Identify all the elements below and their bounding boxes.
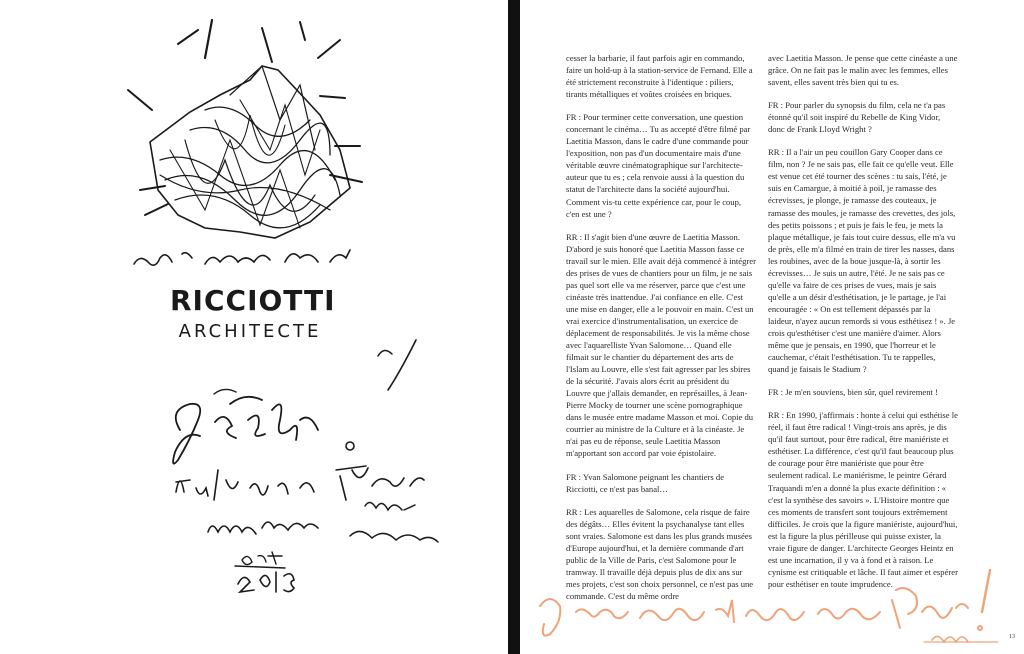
paragraph: FR : Pour terminer cette conversation, une question concernant le cinéma… Tu as accepté d'être filmé par Laetitia Masson, dans le cadre d'une commande pour l'exposition, non pas d'un documentaire mais d'une véritable œuvre cinématographique sur l'architecte-auteur que tu es ; cela renvoie aussi à la question du statut de l'architecte dans la société aujourd'hui. Comment vis-tu cette expérience car, pour le coup, c'en est une ? — [566, 112, 751, 219]
firm-name: RICCIOTTI — [170, 284, 336, 317]
paragraph: FR : Yvan Salomone peignant les chantiers de Ricciotti, ce n'est pas banal… — [566, 471, 725, 494]
paragraph: avec Laetitia Masson. Je pense que cette cinéaste a une grâce. On ne fait pas le malin avec les femmes, elles savent, elles savent très bien qui tu es. — [768, 53, 958, 88]
paragraph: cesser la barbarie, il faut parfois agir en commando, faire un hold-up à la station-service de Fernand. Elle a été strictement reconstruite à l'identique : piliers, tirants métalliques et voûtes croisées en briques. — [566, 53, 753, 100]
page-gutter — [508, 0, 520, 654]
right-page — [520, 0, 1024, 654]
left-page — [0, 0, 508, 654]
page-number: 13 — [1009, 634, 1015, 640]
paragraph: FR : Je m'en souviens, bien sûr, quel revirement ! — [768, 387, 938, 398]
paragraph: RR : En 1990, j'affirmais : honte à celui qui esthétise le réel, il faut être radical ! Vingt-trois ans après, je dis qu'il faut surtout, pour être radical, être maniériste et esthétiser. La différence, c'est qu'il faut beaucoup plus de courage pour être maniériste que pour être seulement radical. Le maniérisme, le peintre Gérard Traquandi m'en a donné la plus exacte définition : « c'est la synthèse des savoirs ». L'Histoire montre que ces moments de transfert sont toujours extrêmement difficiles. Je crois que la figure maniériste, aujourd'hui, est la figure la plus périlleuse qui puisse exister, la vraie figure de danger. L'architecte Georges Heintz en est une incarnation, il y va à fond et à raison. Le cynisme est critiquable et lâche. Il faut aimer et espérer pour esthétiser en toute imprudence. — [768, 410, 958, 589]
paragraph: RR : Il a l'air un peu couillon Gary Cooper dans ce film, non ? Je ne sais pas, elle fait ce qu'elle veut. Elle est venue cet été tourner des scènes : tu sais, l'été, je suis en Camargue, à moitié à poil, je ramasse des écrevisses, je plonge, je ramasse des couteaux, je ramasse des moules, je ramasse des crevettes, des jols, des petits poissons ; et puis je fais le feu, je mets la plaque métallique, je fais tout cuire dessus, elle m'a vu de près, elle m'a filmé en train de tirer les nasses, dans les roubines, avec de la boue jusque-là, à sortir les écrevisses… Je suis un autre, l'été. Je ne sais pas ce qu'elle va faire de ces prises de vues, mais je sais qu'elle a un désir d'esthétisation, je le partage, je l'ai encouragée : « On est tellement dépassés par la laideur, n'ayez aucun remords si vous esthétisez ! ». Je crois qu'esthétiser c'est une manière d'aimer. Alors même que je pensais, en 1990, que l'horreur et le cauchemar, c'était l'esthétisation. Tu te rappelles, quand je faisais le Stadium ? — [768, 147, 956, 375]
firm-subtitle: ARCHITECTE — [178, 321, 322, 342]
paragraph: RR : Les aquarelles de Salomone, cela risque de faire des dégâts… Elles évitent la psychanalyse tant elles sont vraies. Salomone est dans les plus grands musées d'Europe aujourd'hui, et la dernière commande d'art public de la Ville de Paris, c'est Salomone pour le tramway. Il travaille déjà depuis plus de dix ans sur mes projets, c'est son choix personnel, ce n'est pas une commande. C'est du même ordre — [566, 506, 754, 601]
paragraph: RR : Il s'agit bien d'une œuvre de Laetitia Masson. D'abord je suis honoré que Laetitia Masson fasse ce travail sur le mien. Elle avait déjà commencé à intégrer des prises de vues de chantiers pour un film, je ne sais pas quel sort elle va me réserver, parce que c'est une cinéaste très inattendue. J'ai confiance en elle. C'est une mise en danger, elle a le pouvoir en main. C'est un vrai exercice d'instrumentalisation, un exercice de déplacement de responsabilités. Je vis la même chose avec l'aquarelliste Yvan Salomone… Quand elle filmait sur le chantier du département des arts de l'Islam au Louvre, elle s'est fait agresser par les sbires de la sécurité. J'avais alors écrit au président du Louvre que j'allais demander, en représailles, à Jean-Pierre Mocky de tourner une scène pornographique dans le musée entre madame Masson et moi. Copie du courrier au ministre de la Culture et à la cinéaste. Je n'ai pas eu de réponse, seule Laetitia Masson m'apportant son accord par voie épistolaire. — [566, 231, 756, 459]
handwritten-footer-icon — [520, 0, 1024, 654]
paragraph: FR : Pour parler du synopsis du film, cela ne t'a pas étonné qu'il soit inspiré du Rebelle de King Vidor, donc de Frank Lloyd Wright ? — [768, 100, 946, 135]
